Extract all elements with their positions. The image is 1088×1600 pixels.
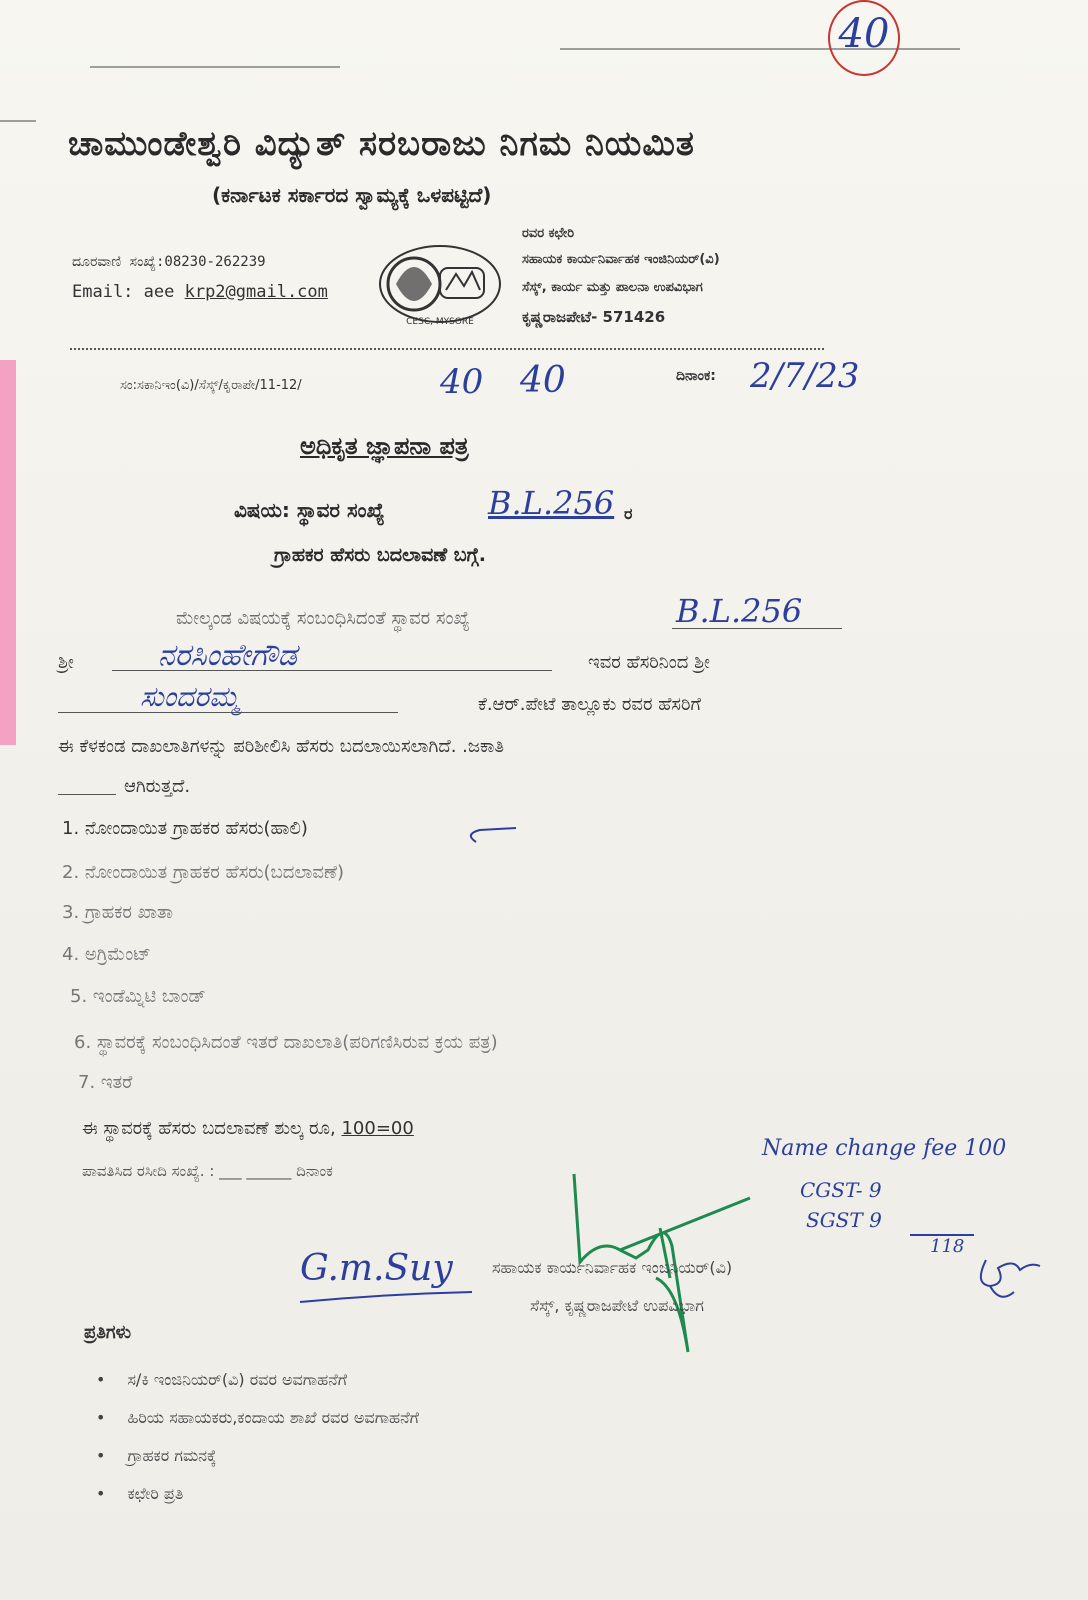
office-line-2: ಸಹಾಯಕ ಕಾರ್ಯನಿರ್ವಾಹಕ ಇಂಜಿನಿಯರ್(ವಿ) bbox=[522, 252, 720, 267]
subject-line bbox=[234, 498, 385, 522]
date-handwritten: 2/7/23 bbox=[750, 356, 860, 396]
subject-plant-number: B.L.256 bbox=[488, 484, 615, 522]
letterhead-divider bbox=[70, 348, 824, 350]
contact-phone: ದೂರವಾಣಿ ಸಂಖ್ಯೆ:08230-262239 bbox=[72, 254, 266, 270]
reference-handwritten: 40 bbox=[440, 362, 484, 402]
plant-underline bbox=[672, 628, 842, 629]
fee-amount: 100=00 bbox=[341, 1118, 414, 1139]
list-item: 1. ನೋಂದಾಯಿತ ಗ್ರಾಹಕರ ಹೆಸರು(ಹಾಲಿ) bbox=[62, 818, 308, 839]
page-number-stamp-text: 40 bbox=[838, 11, 890, 57]
handnote-line-4: 118 bbox=[930, 1236, 965, 1257]
pink-flag-marker bbox=[0, 360, 16, 745]
handnote-initials bbox=[970, 1244, 1050, 1308]
office-line-4: ಕೃಷ್ಣರಾಜಪೇಟೆ- 571426 bbox=[522, 308, 666, 326]
fee-label: ಈ ಸ್ಥಾವರಕ್ಕೆ ಹೆಸರು ಬದಲಾವಣೆ ಶುಲ್ಕ ರೂ, bbox=[82, 1118, 336, 1139]
copies-title: ಪ್ರತಿಗಳು bbox=[84, 1322, 132, 1343]
handnote-line-1: Name change fee 100 bbox=[762, 1136, 1007, 1161]
body-intro: ಮೇಲ್ಕಂಡ ವಿಷಯಕ್ಕೆ ಸಂಬಂಧಿಸಿದಂತೆ ಸ್ಥಾವರ ಸಂಖ್ಯೆ bbox=[176, 608, 470, 629]
list-item: 4. ಅಗ್ರಿಮೆಂಟ್ bbox=[62, 944, 151, 965]
list-item: 3. ಗ್ರಾಹಕರ ಖಾತಾ bbox=[62, 902, 173, 923]
signature-underline bbox=[296, 1288, 476, 1308]
copy-recipient: • ಹಿರಿಯ ಸಹಾಯಕರು,ಕಂದಾಯ ಶಾಖೆ ರವರ ಅವಗಾಹನೆಗೆ bbox=[96, 1408, 419, 1428]
signature-handwritten: G.m.Suy bbox=[300, 1248, 453, 1289]
copy-recipient: • ಕಛೇರಿ ಪ್ರತಿ bbox=[96, 1484, 183, 1504]
copy-recipient: • ಸ/ಕಿ ಇಂಜಿನಿಯರ್(ವಿ) ರವರ ಅವಗಾಹನೆಗೆ bbox=[96, 1370, 347, 1390]
list-item: 6. ಸ್ಥಾವರಕ್ಕೆ ಸಂಬಂಧಿಸಿದಂತೆ ಇತರೆ ದಾಖಲಾತಿ(ಪರಿಗಣಿಸಿರುವ ಕ್ರಯ ಪತ್ರ) bbox=[74, 1032, 498, 1053]
fee-line bbox=[82, 1118, 414, 1139]
receipt-line: ಪಾವತಿಸಿದ ರಸೀದಿ ಸಂಖ್ಯೆ. : ___ ______ ದಿನಾಂಕ bbox=[82, 1162, 333, 1180]
reference-label: ಸಂ:ಸಕಾನಿಇಂ(ವಿ)/ಸೆಸ್ಕ್/ಕೃರಾಪೇ/11-12/ bbox=[120, 378, 302, 393]
body-plant-number: B.L.256 bbox=[676, 592, 803, 630]
designation-line-1: ಸಹಾಯಕ ಕಾರ್ಯನಿರ್ವಾಹಕ ಇಂಜಿನಿಯರ್(ವಿ) bbox=[492, 1258, 733, 1277]
date-label: ದಿನಾಂಕ: bbox=[676, 368, 716, 384]
copy-recipient: • ಗ್ರಾಹಕರ ಗಮನಕ್ಕೆ bbox=[96, 1446, 216, 1466]
tariff-blank bbox=[58, 794, 116, 795]
organization-title: ಚಾಮುಂಡೇಶ್ವರಿ ವಿದ್ಯುತ್ ಸರಬರಾಜು ನಿಗಮ ನಿಯಮಿತ bbox=[68, 124, 695, 164]
reference-number bbox=[120, 378, 302, 393]
contact-email bbox=[72, 282, 328, 302]
scan-line-left-edge bbox=[0, 120, 36, 122]
scan-line-top-right bbox=[560, 48, 960, 50]
subject-suffix: ರ bbox=[624, 504, 633, 523]
reference-handwritten-number: 40 bbox=[520, 360, 566, 401]
list-item: 5. ಇಂಡೆಮ್ನಿಟಿ ಬಾಂಡ್ bbox=[70, 986, 206, 1007]
page-number-stamp bbox=[828, 0, 900, 76]
cesc-logo bbox=[376, 240, 504, 328]
scan-line-top-left bbox=[90, 66, 340, 68]
name-from-handwritten: ನರಸಿಂಹೇಗೌಡ bbox=[158, 638, 297, 673]
document-heading: ಅಧಿಕೃತ ಜ್ಞಾಪನಾ ಪತ್ರ bbox=[300, 432, 469, 460]
to-text: ಕೆ.ಆರ್.ಪೇಟೆ ತಾಲ್ಲೂಕು ರವರ ಹೆಸರಿಗೆ bbox=[478, 694, 701, 715]
shri-prefix-1: ಶ್ರೀ bbox=[58, 652, 74, 673]
name-to-handwritten: ಸುಂದರಮ್ಮ bbox=[140, 680, 240, 713]
body-line-5: ಆಗಿರುತ್ತದೆ. bbox=[124, 776, 191, 797]
from-text: ಇವರ ಹೆಸರಿನಿಂದ ಶ್ರೀ bbox=[588, 652, 710, 673]
logo-text: CESC, MYSORE bbox=[406, 317, 474, 327]
subject-line-2: ಗ್ರಾಹಕರ ಹೆಸರು ಬದಲಾವಣೆ ಬಗ್ಗೆ. bbox=[274, 544, 486, 566]
designation-line-2: ಸೆಸ್ಕ್, ಕೃಷ್ಣರಾಜಪೇಟೆ ಉಪವಿಭಾಗ bbox=[530, 1296, 704, 1315]
email-label: Email: aee bbox=[72, 282, 185, 302]
email-value: krp2@gmail.com bbox=[184, 282, 328, 302]
handwritten-stroke bbox=[462, 822, 518, 848]
organization-subtitle: (ಕರ್ನಾಟಕ ಸರ್ಕಾರದ ಸ್ವಾಮ್ಯಕ್ಕೆ ಒಳಪಟ್ಟಿದೆ) bbox=[212, 183, 492, 207]
body-line-4: ಈ ಕೆಳಕಂಡ ದಾಖಲಾತಿಗಳನ್ನು ಪರಿಶೀಲಿಸಿ ಹೆಸರು ಬದಲಾಯಿಸಲಾಗಿದೆ. .ಜಕಾತಿ bbox=[58, 736, 504, 757]
office-line-1: ರವರ ಕಛೇರಿ bbox=[522, 226, 575, 241]
list-item: 7. ಇತರೆ bbox=[78, 1072, 133, 1093]
office-line-3: ಸೆಸ್ಕ್, ಕಾರ್ಯ ಮತ್ತು ಪಾಲನಾ ಉಪವಿಭಾಗ bbox=[522, 280, 703, 295]
handnote-line-3: SGST 9 bbox=[806, 1208, 882, 1232]
list-item: 2. ನೋಂದಾಯಿತ ಗ್ರಾಹಕರ ಹೆಸರು(ಬದಲಾವಣೆ) bbox=[62, 862, 345, 883]
handnote-line-2: CGST- 9 bbox=[800, 1178, 882, 1202]
subject-label: ವಿಷಯ: ಸ್ಥಾವರ ಸಂಖ್ಯೆ bbox=[234, 498, 385, 522]
